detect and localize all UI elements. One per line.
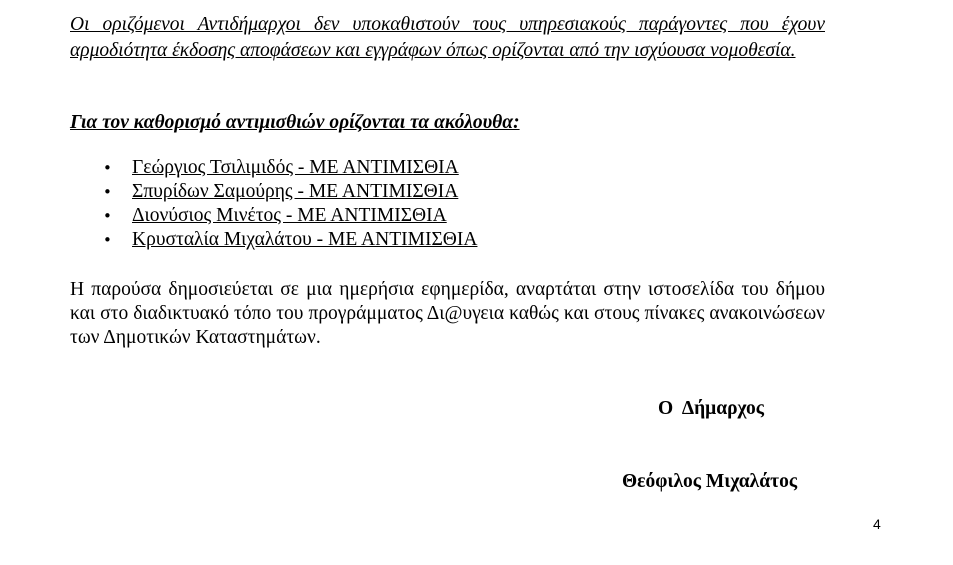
list-item-text: Γεώργιος Τσιλιμιδός - ΜΕ ΑΝΤΙΜΙΣΘΙΑ xyxy=(132,157,459,178)
list-item-text: Σπυρίδων Σαμούρης - ΜΕ ΑΝΤΙΜΙΣΘΙΑ xyxy=(132,181,459,202)
list-item-text: Διονύσιος Μινέτος - ΜΕ ΑΝΤΙΜΙΣΘΙΑ xyxy=(132,205,447,226)
list-item-text: Κρυσταλία Μιχαλάτου - ΜΕ ΑΝΤΙΜΙΣΘΙΑ xyxy=(132,229,478,250)
page-number: 4 xyxy=(873,516,881,532)
publication-notice: Η παρούσα δημοσιεύεται σε μια ημερήσια εφημερίδα, αναρτάται στην ιστοσελίδα του δήμου και στο διαδικτυακό τόπο του προγράμματος Δι@υγεια καθώς και στους πίνακες ανακοινώσεων των Δημοτικών Καταστημάτων. xyxy=(70,279,825,348)
list-item xyxy=(70,204,477,228)
list-item xyxy=(70,156,477,180)
compensation-list xyxy=(70,156,477,252)
bullet-icon: • xyxy=(103,231,112,249)
bullet-icon: • xyxy=(103,183,112,201)
signer-title: Ο Δήμαρχος xyxy=(658,398,764,419)
compensation-heading: Για τον καθορισμό αντιμισθιών ορίζονται τα ακόλουθα: xyxy=(70,112,520,133)
signer-name: Θεόφιλος Μιχαλάτος xyxy=(622,471,798,492)
bullet-icon: • xyxy=(103,159,112,177)
list-item xyxy=(70,180,477,204)
list-item xyxy=(70,228,477,252)
bullet-icon: • xyxy=(103,207,112,225)
intro-paragraph: Οι οριζόμενοι Αντιδήμαρχοι δεν υποκαθιστούν τους υπηρεσιακούς παράγοντες που έχουν αρμοδιότητα έκδοσης αποφάσεων και εγγράφων όπως ορίζονται από την ισχύουσα νομοθεσία. xyxy=(70,14,825,61)
